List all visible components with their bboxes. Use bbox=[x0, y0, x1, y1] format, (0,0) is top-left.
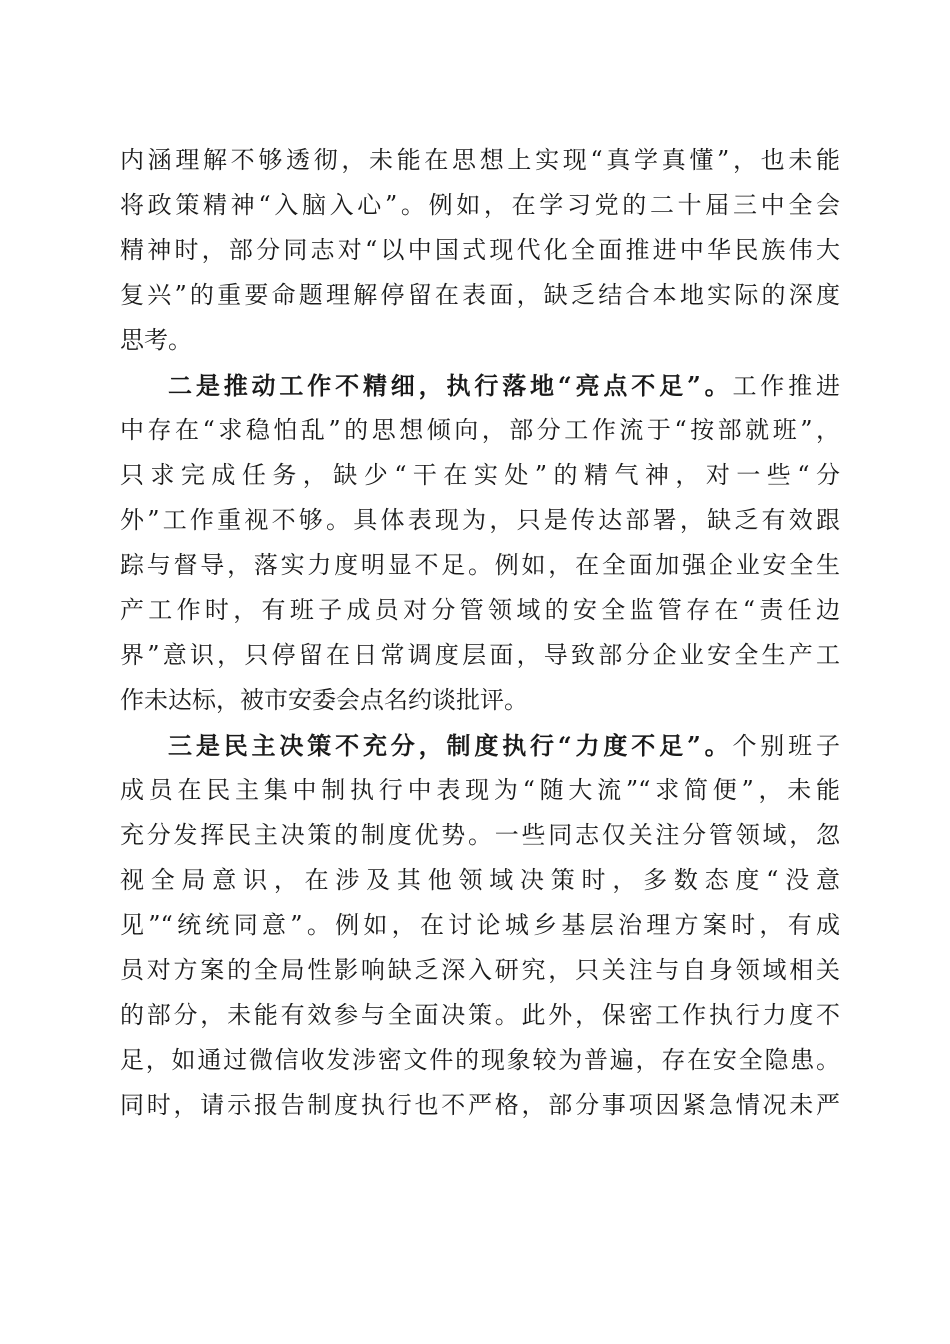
paragraph-line: 精神时，部分同志对“以中国式现代化全面推进中华民族伟大 bbox=[120, 236, 840, 264]
paragraph-line: 足，如通过微信收发涉密文件的现象较为普遍，存在安全隐患。 bbox=[120, 1046, 840, 1074]
paragraph-line: 只求完成任务，缺少“干在实处”的精气神，对一些“分 bbox=[120, 461, 840, 489]
paragraph-line: 成员在民主集中制执行中表现为“随大流”“求简便”，未能 bbox=[120, 776, 840, 804]
paragraph-line: 中存在“求稳怕乱”的思想倾向，部分工作流于“按部就班”， bbox=[120, 416, 840, 444]
paragraph-line: 外”工作重视不够。具体表现为，只是传达部署，缺乏有效跟 bbox=[120, 506, 840, 534]
paragraph-text: 工作推进 bbox=[732, 372, 841, 400]
paragraph-line: 将政策精神“入脑入心”。例如，在学习党的二十届三中全会 bbox=[120, 191, 840, 219]
paragraph-line: 踪与督导，落实力度明显不足。例如，在全面加强企业安全生 bbox=[120, 551, 840, 579]
paragraph-line: 复兴”的重要命题理解停留在表面，缺乏结合本地实际的深度 bbox=[120, 281, 840, 309]
document-body bbox=[120, 138, 840, 1128]
paragraph-line: 员对方案的全局性影响缺乏深入研究，只关注与自身领域相关 bbox=[120, 956, 840, 984]
paragraph-2 bbox=[120, 363, 840, 723]
paragraph-line: 同时，请示报告制度执行也不严格，部分事项因紧急情况未严 bbox=[120, 1091, 840, 1119]
paragraph-line: 见”“统统同意”。例如，在讨论城乡基层治理方案时，有成 bbox=[120, 911, 840, 939]
paragraph-line: 思考。 bbox=[120, 326, 192, 354]
paragraph-heading: 二是推动工作不精细，执行落地“亮点不足”。 bbox=[168, 371, 733, 400]
paragraph-line: 界”意识，只停留在日常调度层面，导致部分企业安全生产工 bbox=[120, 641, 840, 669]
paragraph-line: 视全局意识，在涉及其他领域决策时，多数态度“没意 bbox=[120, 866, 840, 894]
paragraph-line: 的部分，未能有效参与全面决策。此外，保密工作执行力度不 bbox=[120, 1001, 840, 1029]
paragraph-1 bbox=[120, 138, 840, 363]
paragraph-line: 产工作时，有班子成员对分管领域的安全监管存在“责任边 bbox=[120, 596, 840, 624]
paragraph-first-line bbox=[120, 723, 840, 768]
paragraph-first-line bbox=[120, 363, 840, 408]
paragraph-line: 作未达标，被市安委会点名约谈批评。 bbox=[120, 686, 528, 714]
paragraph-line: 内涵理解不够透彻，未能在思想上实现“真学真懂”，也未能 bbox=[120, 146, 840, 174]
paragraph-3 bbox=[120, 723, 840, 1128]
paragraph-heading: 三是民主决策不充分，制度执行“力度不足”。 bbox=[168, 731, 733, 760]
paragraph-line: 充分发挥民主决策的制度优势。一些同志仅关注分管领域，忽 bbox=[120, 821, 840, 849]
paragraph-text: 个别班子 bbox=[732, 732, 841, 760]
